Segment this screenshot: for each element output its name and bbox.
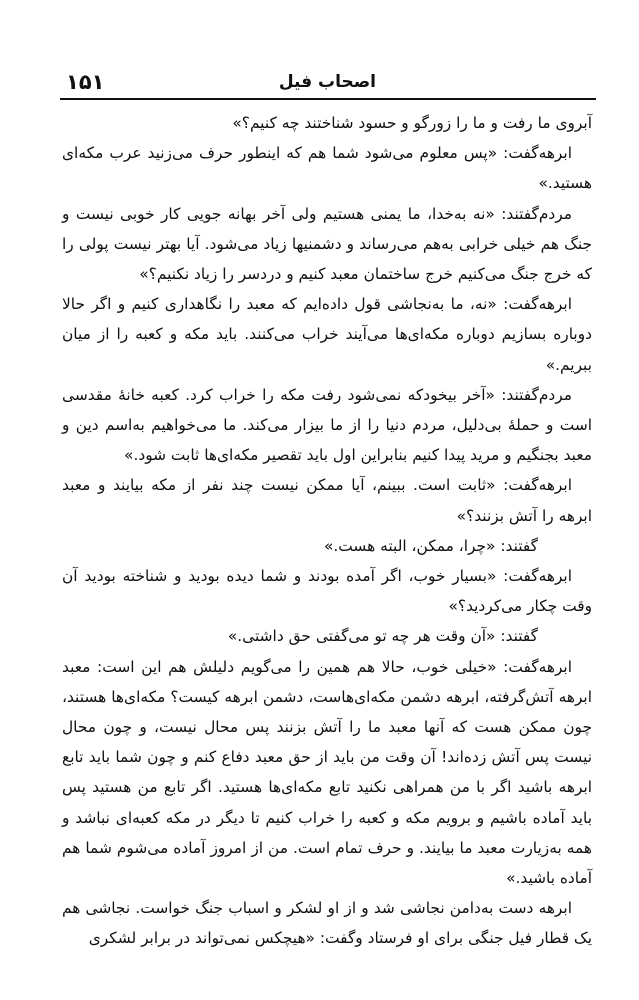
paragraph-5: مردم‌گفتند: «آخر بیخودکه نمی‌شود رفت مکه را خراب کرد. کعبه خانهٔ مقدسی است و حملهٔ بی‌دلیل، مردم دنیا را از ما بیزار می‌کند. ما می‌خواهیم به‌اسم دین و معبد بجنگیم و مرید پیدا کنیم بنابراین اول باید تقصیر مکه‌ای‌ها ثابت شود.» — [62, 385, 592, 465]
paragraph-6: ابرهه‌گفت: «ثابت است. ببینم، آیا ممکن نیست چند نفر از مکه بیایند و معبد ابرهه را آتش بزنند؟» — [62, 476, 592, 525]
paragraph-9: گفتند: «آن وقت هر چه تو می‌گفتی حق داشتی.» — [227, 627, 538, 646]
paragraph-4: ابرهه‌گفت: «نه، ما به‌نجاشی قول داده‌ایم که معبد را نگاهداری کنیم و اگر حالا دوباره بسازیم دوباره مکه‌ای‌ها می‌آیند خراب می‌کنند. باید مکه و کعبه را از میان ببریم.» — [62, 295, 592, 374]
paragraph-10: ابرهه‌گفت: «خیلی خوب، حالا هم همین را می‌گویم دلیلش هم این است: معبد ابرهه آتش‌گرفته، ابرهه دشمن مکه‌ای‌هاست، دشمن ابرهه کیست؟ مکه‌ای‌ها هستند، چون ممکن هست که آنها معبد ما را آتش بزنند پس محال نیست، و چون محال نیست پس آتش زده‌اند! آن وقت من باید از حق معبد دفاع کنم و چون شما باید تابع ابرهه باشید اگر با من همراهی نکنید تابع مکه‌ای‌ها هستید. اگر تابع من هستید پس باید آماده باشیم و برویم مکه و کعبه را خراب کنیم تا دیگر در مکه کعبه‌ای نباشد و همه به‌زیارت معبد ما بیایند. و حرف تمام است. من از امروز آماده می‌شوم شما هم آماده باشید.» — [62, 657, 592, 888]
page-header — [62, 68, 594, 98]
header-divider — [60, 98, 596, 100]
paragraph-11: ابرهه دست به‌دامن نجاشی شد و از او لشکر و اسباب جنگ خواست. نجاشی هم یک قطار فیل جنگی برای او فرستاد وگفت: «هیچکس نمی‌تواند در برابر لشکری — [62, 899, 592, 948]
paragraph-8: ابرهه‌گفت: «بسیار خوب، اگر آمده بودند و شما دیده بودید و شناخته بودید آن وقت چکار می‌کردید؟» — [62, 567, 592, 616]
page-number: ۱۵۱ — [66, 70, 105, 94]
paragraph-1: آبروی ما رفت و ما را زورگو و حسود شناختند چه کنیم؟» — [232, 114, 592, 132]
body-text — [62, 108, 592, 954]
paragraph-7: گفتند: «چرا، ممکن، البته هست.» — [324, 536, 538, 555]
running-title: اصحاب فیل — [278, 72, 376, 92]
paragraph-3: مردم‌گفتند: «نه به‌خدا، ما یمنی هستیم ولی آخر بهانه جویی کار خوبی نیست و جنگ هم خیلی خرابی به‌هم می‌رساند و دشمنیها زیاد می‌شود. آیا بهتر نیست پولی را که خرج جنگ می‌کنیم خرج ساختمان معبد کنیم و دردسر را زیاد نکنیم؟» — [62, 204, 592, 284]
paragraph-2: ابرهه‌گفت: «پس معلوم می‌شود شما هم که اینطور حرف می‌زنید عرب مکه‌ای هستید.» — [62, 144, 592, 193]
